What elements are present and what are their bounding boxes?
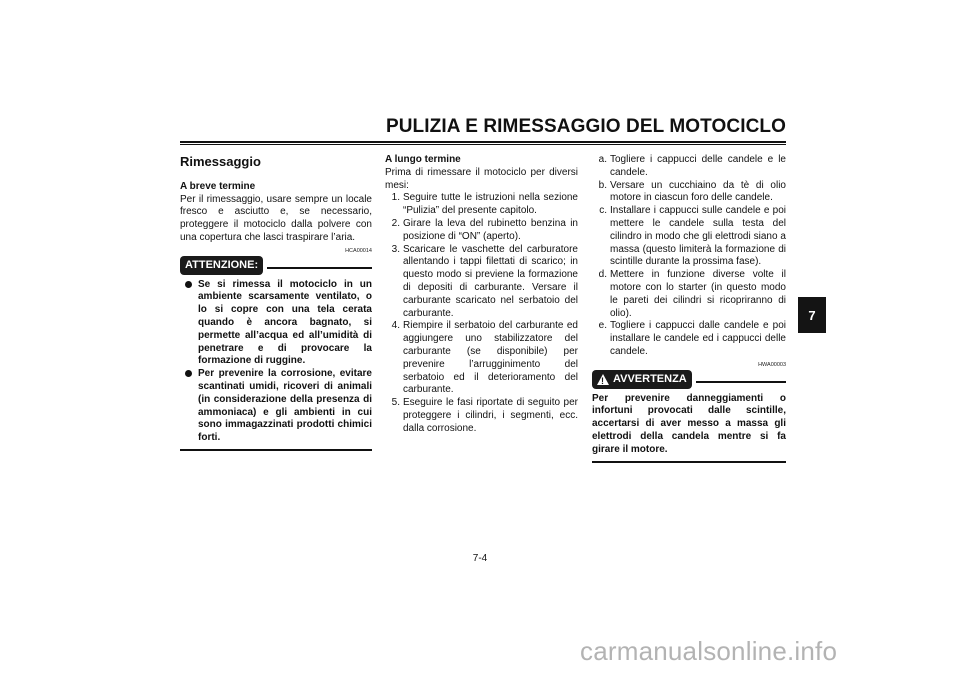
list-item: e. Togliere i cappucci dalle candele e poi installare le candele ed i cappucci delle candele. — [598, 320, 786, 357]
list-item: 2. Girare la leva del rubinetto benzina in posizione di “ON” (aperto). — [391, 217, 578, 242]
list-item: 3. Scaricare le vaschette del carburatore allentando i tappi filettati di scarico; in questo modo si previene la formazione di depositi di carburante. Versare il carburante scaricato nel serbatoio del carburante. — [391, 243, 578, 319]
warning-header — [592, 370, 786, 389]
list-item: a. Togliere i cappucci delle candele e le candele. — [598, 154, 786, 178]
list-item: 1. Seguire tutte le istruzioni nella sezione “Pulizia” del presente capitolo. — [391, 192, 578, 217]
left-column — [180, 154, 372, 451]
warning-rule — [696, 381, 786, 383]
caution-label: ATTENZIONE: — [180, 256, 263, 275]
warning-code: HWA00003 — [758, 361, 786, 368]
chapter-tab[interactable]: 7 — [798, 297, 826, 333]
long-term-heading: A lungo termine — [385, 154, 461, 165]
bullet-icon — [185, 370, 192, 377]
caution-item: Per prevenire la corrosione, evitare scantinati umidi, ricoveri di animali (in considerazione della presenza di ammoniaca) e gli ambienti in cui sono immagazzinati prodotti chimici forti. — [180, 368, 372, 445]
right-column — [592, 154, 786, 463]
storage-steps — [385, 192, 578, 435]
list-item: 5. Eseguire le fasi riportate di seguito per proteggere i cilindri, i segmenti, ecc. dalla corrosione. — [391, 397, 578, 434]
list-item: d. Mettere in funzione diverse volte il motore con lo starter (in questo modo le pareti dei cilindri si ricopriranno di olio). — [598, 269, 786, 319]
long-term-intro: Prima di rimessare il motociclo per diversi mesi: — [385, 166, 578, 191]
bullet-icon — [185, 281, 192, 288]
list-item: 4. Riempire il serbatoio del carburante ed aggiungere uno stabilizzatore del carburante (se disponibile) per prevenire l’arrugginimento del serbatoio ed il deterioramento del carburante. — [391, 320, 578, 396]
caution-item: Se si rimessa il motociclo in un ambiente scarsamente ventilato, o lo si copre con una tela cerata quando è ancora bagnato, si permette all’acqua ed all’umidità di penetrare e di provocare la formazione di ruggine. — [180, 279, 372, 369]
caution-rule — [267, 267, 372, 269]
short-term-heading: A breve termine — [180, 180, 256, 192]
short-term-text: Per il rimessaggio, usare sempre un locale fresco e asciutto e, se necessario, proteggere il motociclo dalla polvere con una copertura che lasci traspirare l’aria. — [180, 193, 372, 243]
header-rule — [180, 141, 786, 143]
section-title: Rimessaggio — [180, 154, 261, 169]
caution-list — [180, 279, 372, 445]
page-header-title: PULIZIA E RIMESSAGGIO DEL MOTOCICLO — [385, 116, 786, 137]
caution-end-rule — [180, 449, 372, 451]
caution-header — [180, 256, 372, 275]
caution-code: HCA00014 — [345, 247, 372, 254]
warning-text: Per prevenire danneggiamenti o infortuni provocati dalle scintille, accertarsi di aver messo a massa gli elettrodi della candela mentre si fa girare il motore. — [592, 392, 786, 455]
list-item: c. Installare i cappucci sulle candele e poi mettere le candele sulla testa del cilindro in modo che gli elettrodi siano a massa (questo limiterà la formazione di scintille durante la prossima fase). — [599, 205, 786, 268]
substeps — [592, 154, 786, 359]
page-number: 7-4 — [472, 553, 488, 564]
warning-triangle-icon: ! — [597, 374, 609, 385]
watermark: carmanualsonline.info — [580, 636, 838, 666]
header-rule-thin — [180, 144, 786, 145]
middle-column — [385, 154, 578, 436]
warning-label: AVVERTENZA — [613, 372, 687, 385]
warning-end-rule — [592, 461, 786, 463]
list-item: b. Versare un cucchiaino da tè di olio motore in ciascun foro delle candele. — [598, 179, 786, 204]
warning-badge — [592, 370, 692, 389]
